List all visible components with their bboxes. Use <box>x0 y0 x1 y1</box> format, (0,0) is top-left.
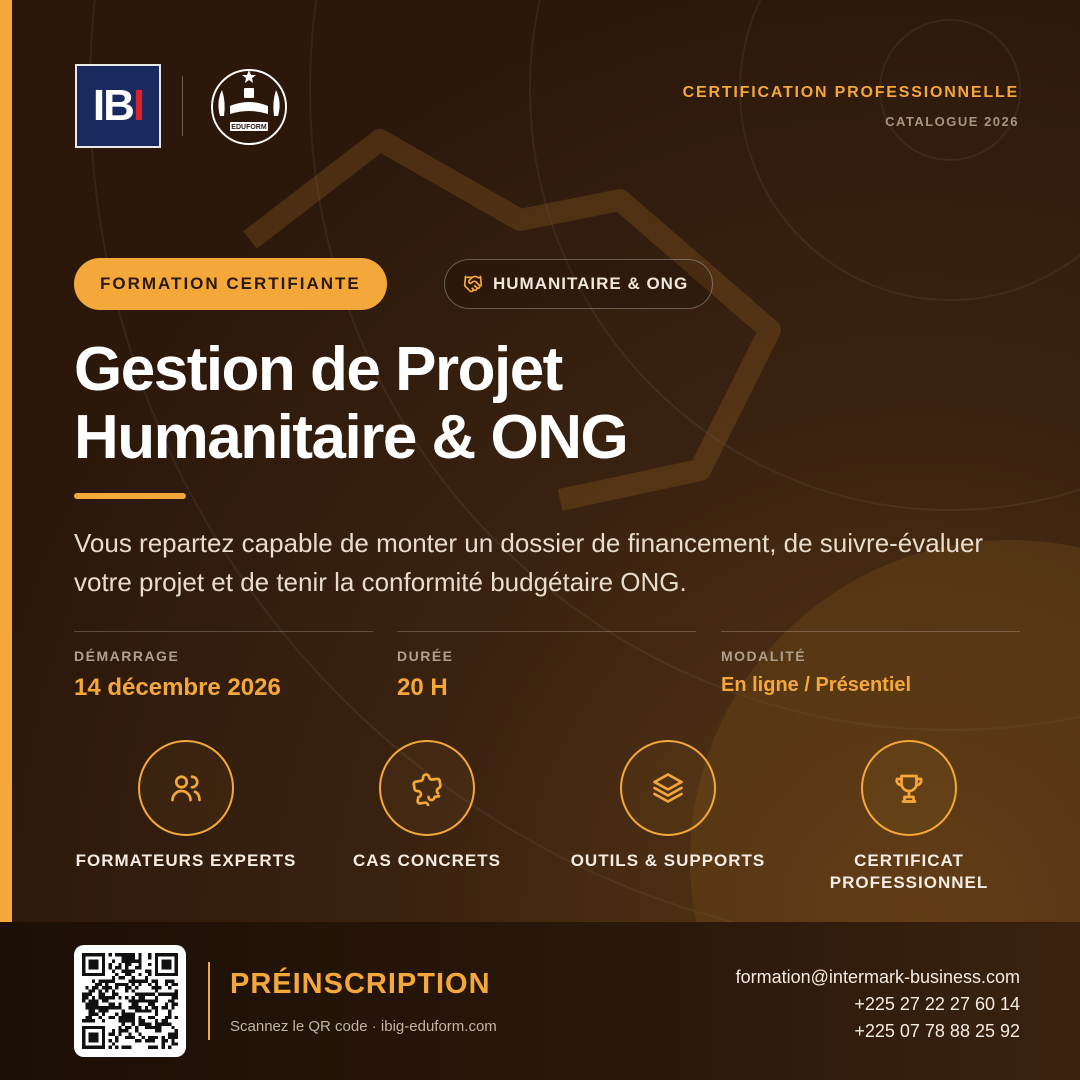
info-modality <box>721 631 1020 697</box>
ibi-logo: IB I <box>75 64 161 148</box>
accent-bar <box>0 0 12 922</box>
feature-experts <box>61 740 311 872</box>
feature-label: OUTILS & SUPPORTS <box>570 851 766 870</box>
feature-label: CAS CONCRETS <box>352 851 501 870</box>
sector-tag-label: HUMANITAIRE & ONG <box>493 274 689 293</box>
info-label: DURÉE <box>397 648 454 664</box>
info-value: 14 décembre 2026 <box>74 674 281 701</box>
feature-certificate <box>784 740 1034 894</box>
qr-code[interactable] <box>74 945 186 1057</box>
info-label: MODALITÉ <box>721 648 807 664</box>
sector-tag <box>444 259 713 309</box>
contact-phone-1[interactable]: +225 27 22 27 60 14 <box>854 994 1020 1014</box>
title-line-2: Humanitaire & ONG <box>74 403 628 472</box>
title-underline <box>74 493 186 499</box>
lead-paragraph: Vous repartez capable de monter un dossier de financement, de suivre-évaluer votre projet et de tenir la conformité budgétaire ONG. <box>74 528 984 597</box>
eduform-logo <box>208 66 290 148</box>
handshake-icon <box>463 274 483 294</box>
preinscription-heading: PRÉINSCRIPTION <box>230 968 491 1000</box>
info-value: 20 H <box>397 674 448 701</box>
contact-phone-2[interactable]: +225 07 78 88 25 92 <box>854 1021 1020 1041</box>
formation-tag: FORMATION CERTIFIANTE <box>74 258 387 310</box>
info-duration <box>397 631 696 702</box>
catalogue-year: CATALOGUE 2026 <box>885 114 1019 129</box>
users-icon <box>168 770 204 806</box>
footer-separator <box>208 962 210 1040</box>
layers-icon <box>650 770 686 806</box>
info-start <box>74 631 373 702</box>
feature-tools <box>543 740 793 872</box>
contact-email[interactable]: formation@intermark-business.com <box>735 967 1020 987</box>
puzzle-icon <box>409 770 445 806</box>
feature-label: FORMATEURS EXPERTS <box>75 851 297 870</box>
title-line-1: Gestion de Projet <box>74 335 562 404</box>
trophy-icon <box>891 770 927 806</box>
info-label: DÉMARRAGE <box>74 648 180 664</box>
certification-category: CERTIFICATION PROFESSIONNELLE <box>682 84 1019 101</box>
contact-block <box>736 964 1020 1045</box>
scan-instruction: Scannez le QR code · ibig-eduform.com <box>230 1018 497 1035</box>
header-separator <box>182 76 183 136</box>
info-value: En ligne / Présentiel <box>721 674 912 696</box>
page-title <box>74 336 834 472</box>
footer <box>0 922 1080 1080</box>
svg-text:EDUFORM: EDUFORM <box>231 124 267 131</box>
feature-label: CERTIFICAT PROFESSIONNEL <box>829 851 989 892</box>
feature-cases <box>302 740 552 872</box>
